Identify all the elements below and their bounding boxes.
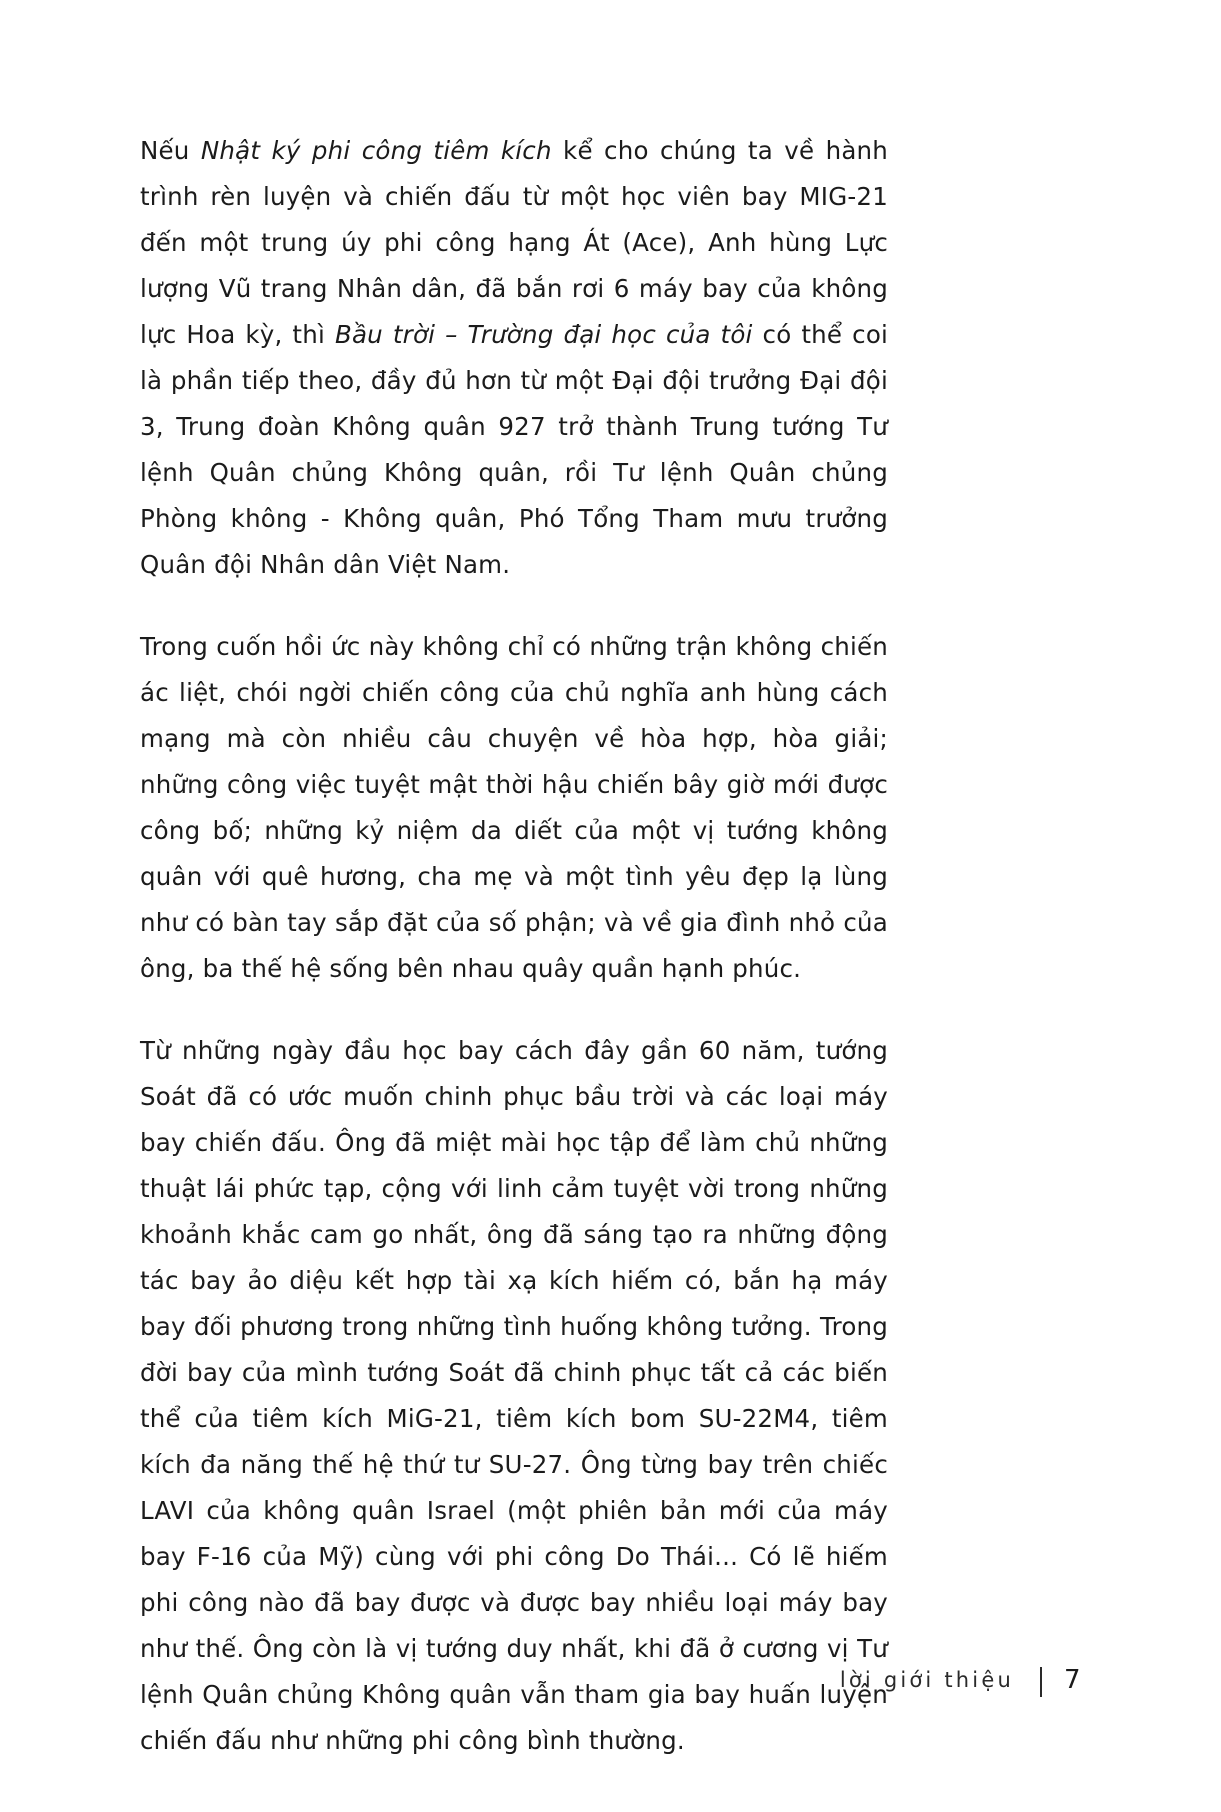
footer-page-number: 7: [1063, 1665, 1081, 1695]
paragraph-3: [140, 1028, 888, 1764]
paragraph-2: [140, 624, 888, 992]
text-run: có thể coi là phần tiếp theo, đầy đủ hơn từ một Đại đội trưởng Đại đội 3, Trung đoàn Không quân 927 trở thành Trung tướng Tư lệnh Quân chủng Không quân, rồi Tư lệnh Quân chủng Phòng không - Không quân, Phó Tổng Tham mưu trưởng Quân đội Nhân dân Việt Nam.: [140, 320, 889, 579]
page-body-text: [140, 128, 888, 1764]
text-run: Trong cuốn hồi ức này không chỉ có những trận không chiến ác liệt, chói ngời chiến công của chủ nghĩa anh hùng cách mạng mà còn nhiều câu chuyện về hòa hợp, hòa giải; những công việc tuyệt mật thời hậu chiến bây giờ mới được công bố; những kỷ niệm da diết của một vị tướng không quân với quê hương, cha mẹ và một tình yêu đẹp lạ lùng như có bàn tay sắp đặt của số phận; và về gia đình nhỏ của ông, ba thế hệ sống bên nhau quây quần hạnh phúc.: [140, 632, 888, 983]
italic-title: Nhật ký phi công tiêm kích: [200, 136, 552, 165]
text-run: Nếu: [140, 136, 201, 165]
italic-title: Bầu trời – Trường đại học của tôi: [334, 320, 753, 349]
text-run: kể cho chúng ta về hành trình rèn luyện và chiến đấu từ một học viên bay MIG-21 đến một trung úy phi công hạng Át (Ace), Anh hùng Lực lượng Vũ trang Nhân dân, đã bắn rơi 6 máy bay của không lực Hoa kỳ, thì: [140, 136, 888, 349]
paragraph-1: [140, 128, 888, 588]
text-run: Từ những ngày đầu học bay cách đây gần 60 năm, tướng Soát đã có ước muốn chinh phục bầu trời và các loại máy bay chiến đấu. Ông đã miệt mài học tập để làm chủ những thuật lái phức tạp, cộng với linh cảm tuyệt vời trong những khoảnh khắc cam go nhất, ông đã sáng tạo ra những động tác bay ảo diệu kết hợp tài xạ kích hiếm có, bắn hạ máy bay đối phương trong những tình huống không tưởng. Trong đời bay của mình tướng Soát đã chinh phục tất cả các biến thể của tiêm kích MiG-21, tiêm kích bom SU-22M4, tiêm kích đa năng thế hệ thứ tư SU-27. Ông từng bay trên chiếc LAVI của không quân Israel (một phiên bản mới của máy bay F-16 của Mỹ) cùng với phi công Do Thái... Có lẽ hiếm phi công nào đã bay được và được bay nhiều loại máy bay như thế. Ông còn là vị tướng duy nhất, khi đã ở cương vị Tư lệnh Quân chủng Không quân vẫn tham gia bay huấn luyện chiến đấu như những phi công bình thường.: [140, 1036, 888, 1755]
footer-divider: [1040, 1667, 1042, 1697]
footer-section-label: lời giới thiệu: [839, 1668, 1014, 1692]
page-footer: [140, 1660, 1081, 1700]
